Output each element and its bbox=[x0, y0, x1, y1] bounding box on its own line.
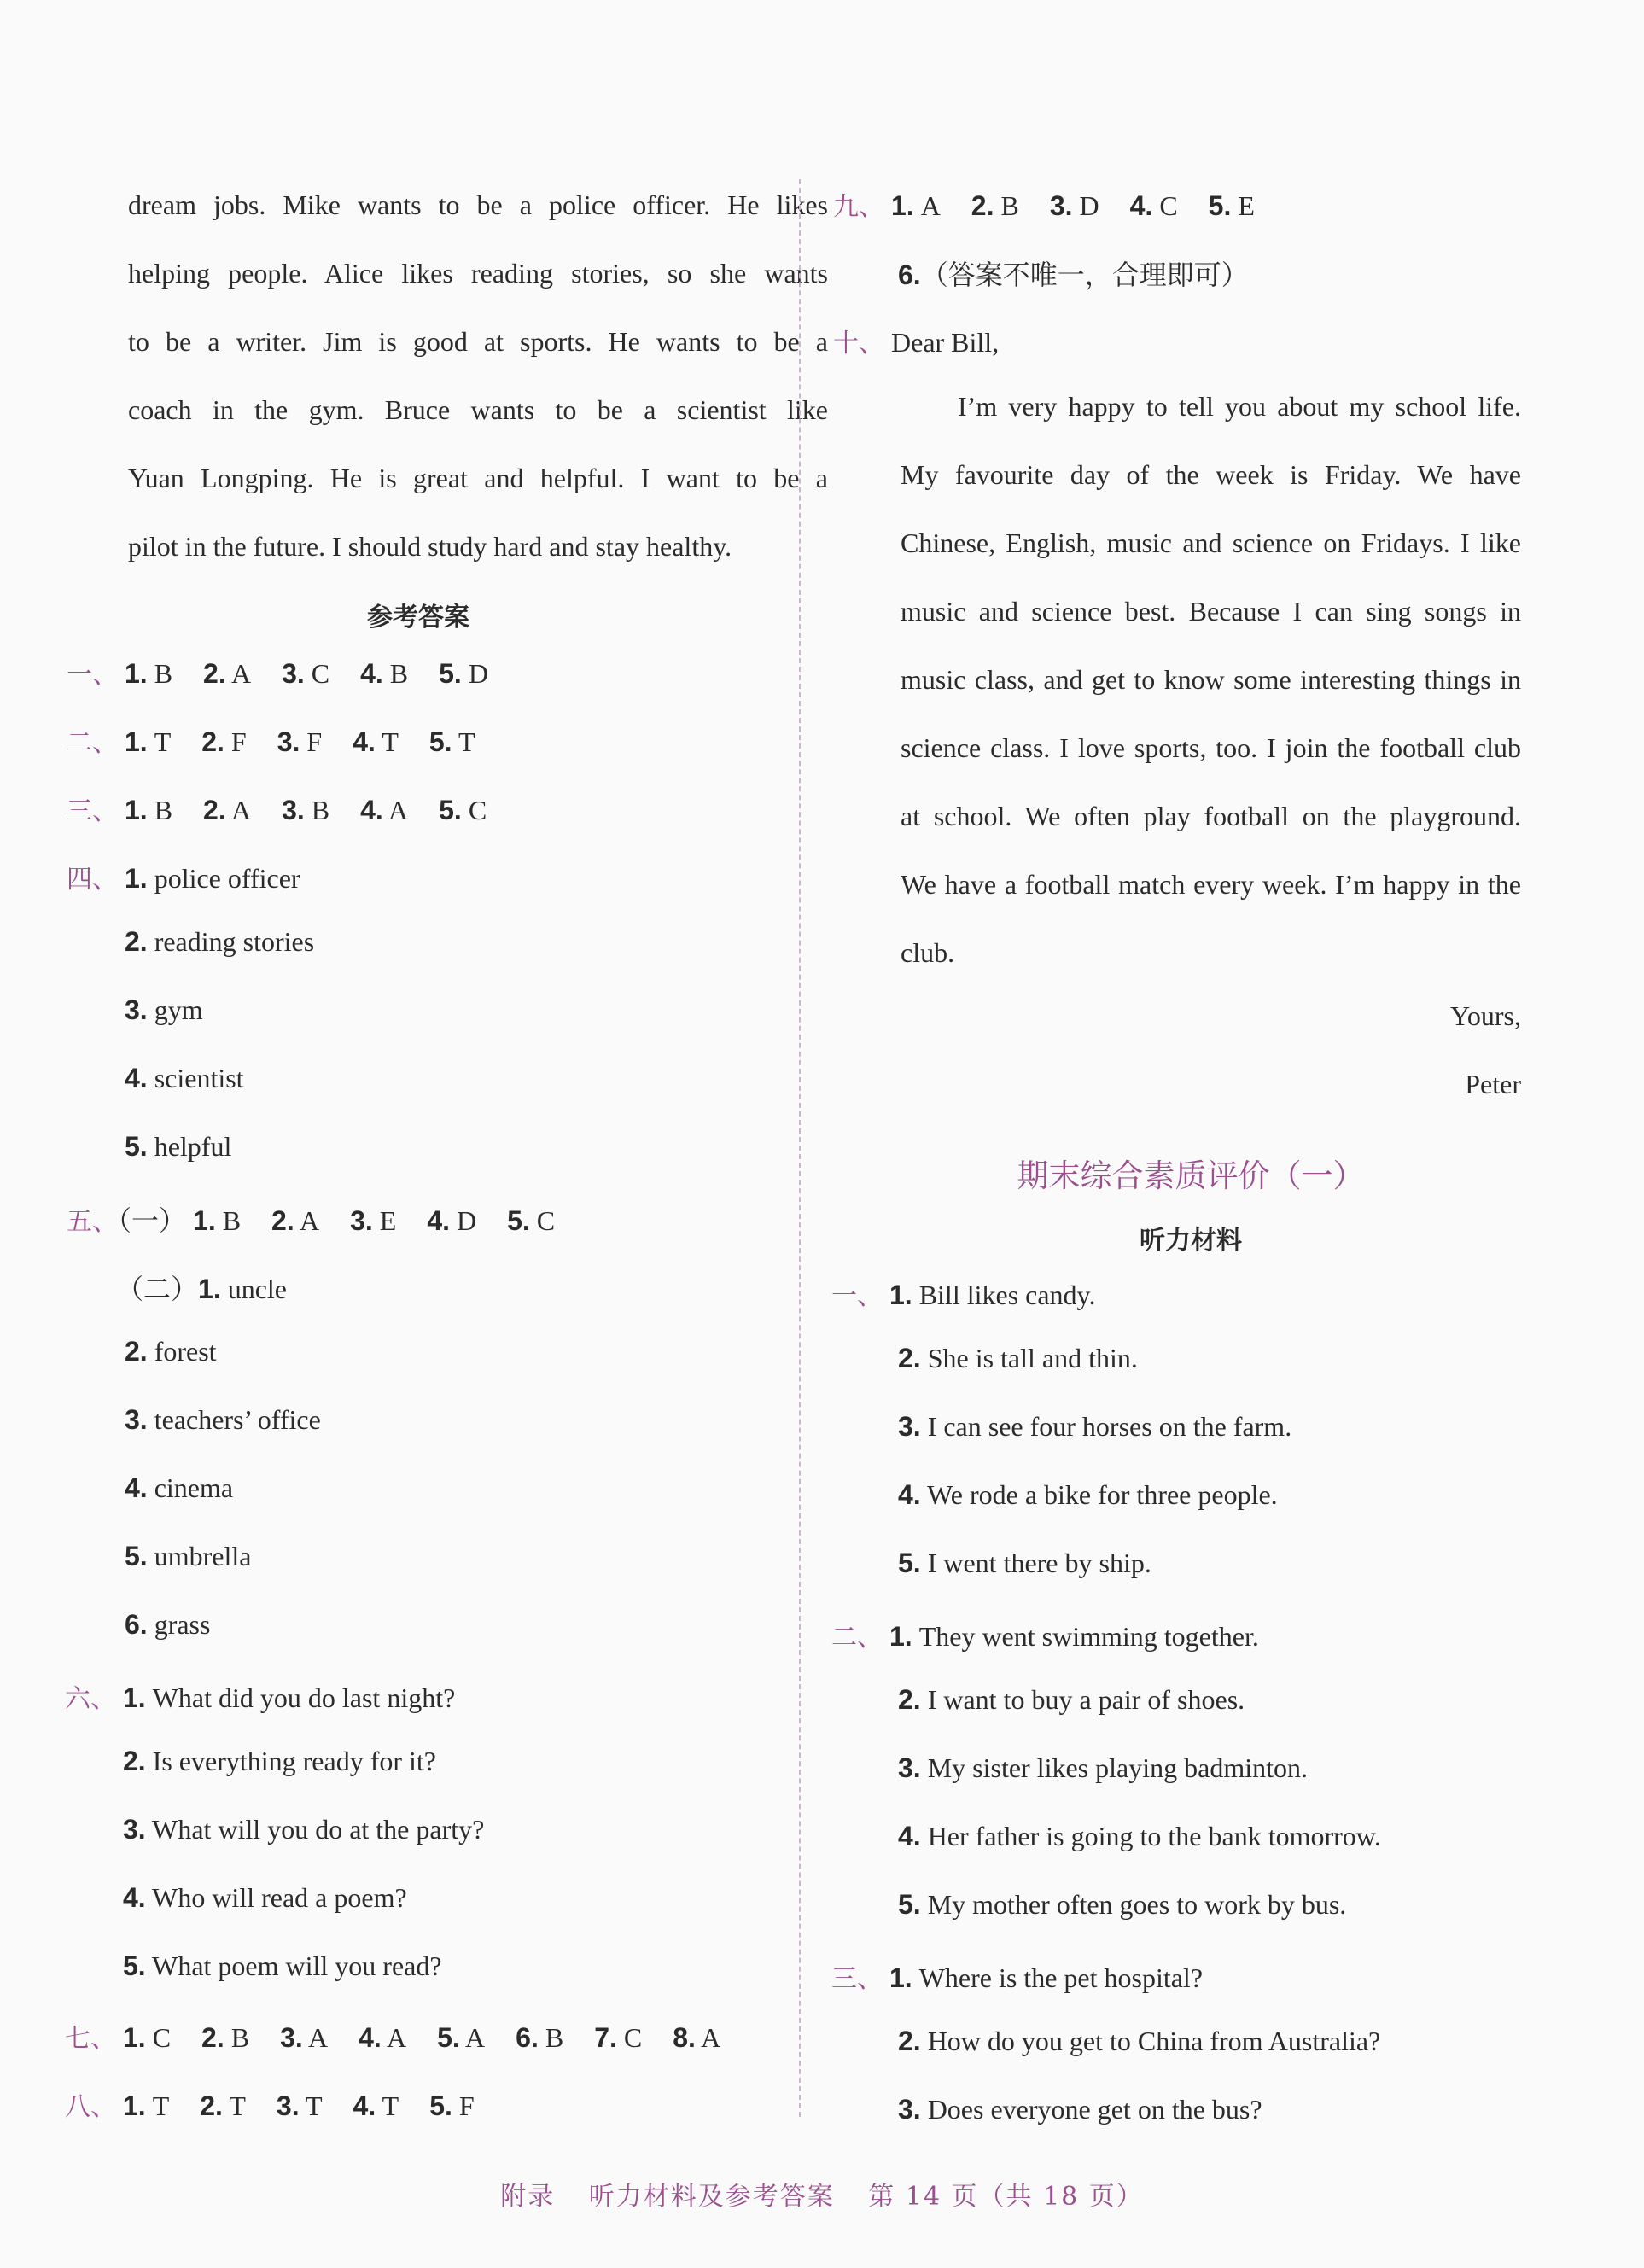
list-item: 5. helpful bbox=[125, 1131, 232, 1162]
letter-line: music and science best. Because I can sing songs in bbox=[901, 596, 1521, 627]
section-mark: 一、 bbox=[831, 1281, 883, 1311]
section-mark: 五、 bbox=[67, 1207, 118, 1237]
list-item: 6. grass bbox=[125, 1609, 211, 1640]
list-item: 2. forest bbox=[125, 1336, 217, 1367]
letter-line: club. bbox=[901, 937, 955, 968]
passage-line: Yuan Longping. He is great and helpful. I want to be a bbox=[128, 463, 828, 493]
answer-section-1: 一、 1. B 2. A 3. C 4. B 5. D bbox=[67, 658, 488, 690]
list-item: 2. How do you get to China from Australia? bbox=[898, 2026, 1381, 2056]
section-mark: 七、 bbox=[65, 2024, 116, 2054]
section-mark: 二、 bbox=[831, 1623, 883, 1653]
listening-section-2: 二、 1. They went swimming together. bbox=[831, 1621, 1259, 1653]
answer-section-6: 六、 1. What did you do last night? bbox=[65, 1682, 456, 1714]
answer-section-5: 五、（一） 1. B 2. A 3. E 4. D 5. C bbox=[67, 1204, 556, 1237]
page-number: 第 14 页（共 18 页） bbox=[868, 2182, 1144, 2212]
list-item: 3. I can see four horses on the farm. bbox=[898, 1411, 1292, 1442]
section-mark: 三、 bbox=[831, 1964, 883, 1994]
passage-line: to be a writer. Jim is good at sports. He wants to be a bbox=[128, 326, 828, 357]
section-mark: 四、 bbox=[67, 865, 118, 895]
passage-line: dream jobs. Mike wants to be a police officer. He likes bbox=[128, 189, 828, 220]
letter-line: We have a football match every week. I’m happy in the bbox=[901, 869, 1521, 900]
list-item: （二）1. uncle bbox=[116, 1273, 287, 1305]
list-item: 5. What poem will you read? bbox=[123, 1950, 442, 1981]
list-item: 3. teachers’ office bbox=[125, 1404, 321, 1435]
answers-heading: 参考答案 bbox=[367, 603, 469, 633]
letter-line: I’m very happy to tell you about my school life. bbox=[958, 391, 1521, 422]
answer-section-3: 三、 1. B 2. A 3. B 4. A 5. C bbox=[67, 795, 487, 826]
section-mark: 三、 bbox=[67, 796, 118, 826]
list-item: 4. We rode a bike for three people. bbox=[898, 1479, 1278, 1510]
letter-line: science class. I love sports, too. I join the football club bbox=[901, 732, 1521, 763]
column-divider bbox=[799, 179, 801, 2117]
answer-section-10 bbox=[833, 322, 999, 359]
list-item: 2. Is everything ready for it? bbox=[123, 1746, 436, 1776]
list-item: 4. scientist bbox=[125, 1063, 244, 1093]
letter-line: My favourite day of the week is Friday. We have bbox=[901, 459, 1521, 490]
list-item: 4. Who will read a poem? bbox=[123, 1882, 407, 1913]
page-footer bbox=[0, 2175, 1644, 2213]
answer-section-9: 九、 1. A 2. B 3. D 4. C 5. E bbox=[833, 190, 1255, 222]
list-item: 5. My mother often goes to work by bus. bbox=[898, 1889, 1347, 1920]
section-mark: 八、 bbox=[65, 2092, 116, 2122]
letter-line: music class, and get to know some interesting things in bbox=[901, 664, 1521, 695]
list-item: 4. cinema bbox=[125, 1472, 234, 1503]
list-item: 2. reading stories bbox=[125, 926, 315, 957]
answer-section-8: 八、 1. T 2. T 3. T 4. T 5. F bbox=[65, 2090, 475, 2122]
section-mark: 二、 bbox=[67, 728, 118, 758]
list-item: 3. gym bbox=[125, 994, 203, 1025]
passage-line: coach in the gym. Bruce wants to be a scientist like bbox=[128, 394, 828, 425]
letter-line: Chinese, English, music and science on Fridays. I like bbox=[901, 528, 1521, 558]
section-mark: 十、 bbox=[833, 329, 884, 359]
answer-section-4: 四、 1. police officer bbox=[67, 863, 300, 895]
letter-signature: Peter bbox=[1465, 1069, 1521, 1099]
section-mark: 六、 bbox=[65, 1684, 116, 1714]
passage-line: pilot in the future. I should study hard and stay healthy. bbox=[128, 531, 732, 562]
list-item: 3. Does everyone get on the bus? bbox=[898, 2094, 1262, 2125]
section-mark: 九、 bbox=[833, 192, 884, 222]
list-item: 4. Her father is going to the bank tomorrow. bbox=[898, 1821, 1381, 1851]
list-item: 5. umbrella bbox=[125, 1541, 252, 1571]
footer-section: 附录 bbox=[500, 2182, 556, 2212]
letter-line: at school. We often play football on the playground. bbox=[901, 801, 1521, 831]
list-item: 3. My sister likes playing badminton. bbox=[898, 1752, 1308, 1783]
section-mark: 一、 bbox=[67, 660, 118, 690]
letter-salutation: Dear Bill, bbox=[891, 327, 1000, 358]
answer-section-7: 七、 1. C 2. B 3. A 4. A 5. A 6. B 7. C 8. A bbox=[65, 2022, 721, 2054]
answer-section-2: 二、 1. T 2. F 3. F 4. T 5. T bbox=[67, 726, 475, 758]
list-item: 5. I went there by ship. bbox=[898, 1548, 1151, 1578]
listening-section-1: 一、 1. Bill likes candy. bbox=[831, 1280, 1096, 1311]
list-item: 2. She is tall and thin. bbox=[898, 1343, 1138, 1373]
list-item: 6.（答案不唯一，合理即可） bbox=[898, 259, 1249, 291]
passage-line: helping people. Alice likes reading stories, so she wants bbox=[128, 258, 828, 289]
exam-title: 期末综合素质评价（一） bbox=[1017, 1157, 1365, 1194]
list-item: 3. What will you do at the party? bbox=[123, 1814, 485, 1845]
listening-heading: 听力材料 bbox=[1140, 1226, 1242, 1256]
listening-section-3: 三、 1. Where is the pet hospital? bbox=[831, 1962, 1204, 1994]
list-item: 2. I want to buy a pair of shoes. bbox=[898, 1684, 1245, 1715]
letter-closing: Yours, bbox=[1449, 1000, 1521, 1031]
footer-title: 听力材料及参考答案 bbox=[588, 2182, 835, 2212]
